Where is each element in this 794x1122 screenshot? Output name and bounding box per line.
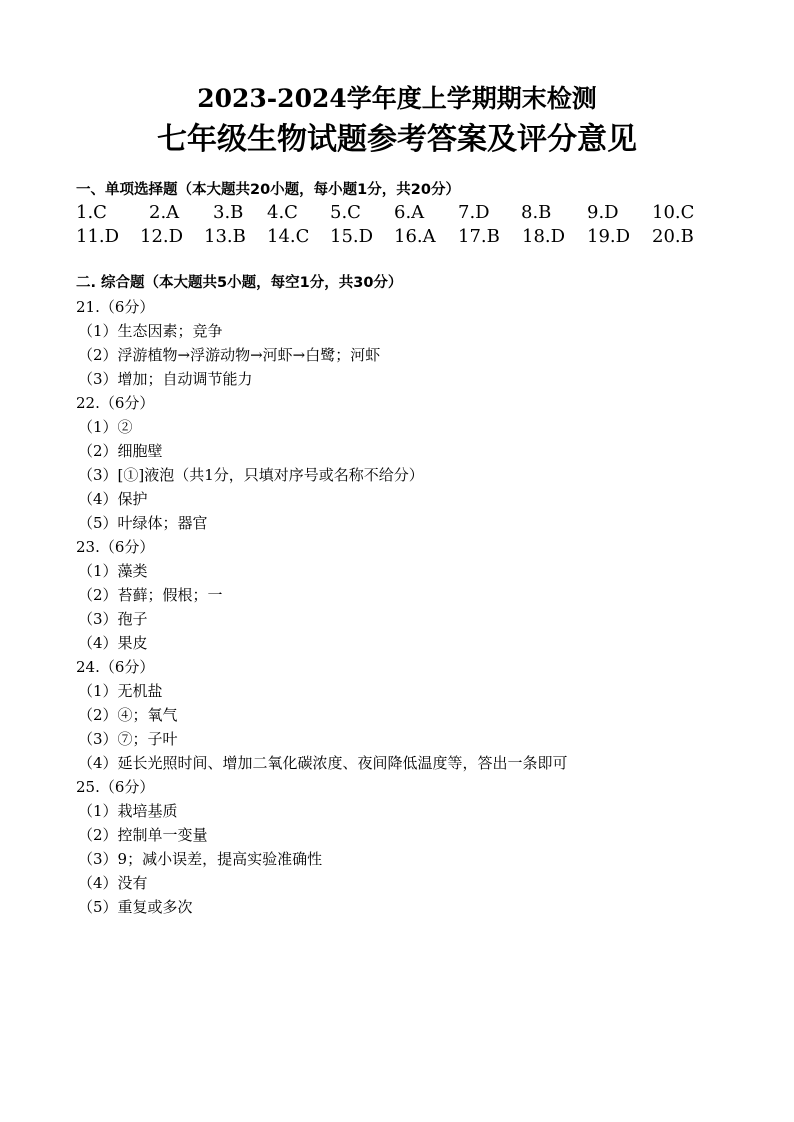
question-24 <box>76 655 716 775</box>
question-22 <box>76 391 716 535</box>
document-subtitle: 七年级生物试题参考答案及评分意见 <box>157 122 637 157</box>
document-title: 2023-2024学年度上学期期末检测 <box>197 84 597 113</box>
answer-row-1 <box>76 201 716 225</box>
question-label: 25.（6分） <box>76 778 155 796</box>
section-2-body <box>76 295 716 919</box>
answer-item: 13.B <box>204 226 246 247</box>
answer-item: 16.A <box>394 226 436 247</box>
answer-line: （1）无机盐 <box>78 682 163 700</box>
answer-line: （5）叶绿体；器官 <box>78 514 208 532</box>
answer-item: 4.C <box>267 202 298 223</box>
question-25 <box>76 775 716 919</box>
answer-line: （4）果皮 <box>78 634 148 652</box>
answer-item: 8.B <box>521 202 552 223</box>
answer-line: （4）没有 <box>78 874 148 892</box>
answer-item: 10.C <box>652 202 695 223</box>
question-label: 24.（6分） <box>76 658 155 676</box>
answer-line: （2）细胞壁 <box>78 442 163 460</box>
answer-item: 19.D <box>587 226 631 247</box>
answer-line: （4）保护 <box>78 490 148 508</box>
answer-line: （5）重复或多次 <box>78 898 193 916</box>
question-label: 23.（6分） <box>76 538 155 556</box>
answer-line: （1）② <box>78 418 133 436</box>
question-23 <box>76 535 716 655</box>
answer-line: （1）生态因素；竞争 <box>78 322 223 340</box>
answer-row-2 <box>76 225 716 249</box>
answer-item: 12.D <box>140 226 184 247</box>
answer-item: 20.B <box>652 226 694 247</box>
section-2-heading: 二. 综合题（本大题共5小题，每空1分，共30分） <box>76 275 403 291</box>
answer-item: 14.C <box>267 226 310 247</box>
answer-item: 1.C <box>76 202 107 223</box>
answer-item: 2.A <box>149 202 180 223</box>
question-21 <box>76 295 716 391</box>
answer-line: （3）增加；自动调节能力 <box>78 370 253 388</box>
answer-line: （3）9；减小误差，提高实验准确性 <box>78 850 323 868</box>
answer-item: 6.A <box>394 202 425 223</box>
answer-item: 9.D <box>587 202 619 223</box>
answer-line: （1）栽培基质 <box>78 802 178 820</box>
answer-line: （2）浮游植物→浮游动物→河虾→白鹭；河虾 <box>78 346 381 364</box>
answer-line: （3）孢子 <box>78 610 148 628</box>
answer-line: （2）苔藓；假根；一 <box>78 586 223 604</box>
answer-line: （2）④；氧气 <box>78 706 178 724</box>
section-1-heading: 一、单项选择题（本大题共20小题，每小题1分，共20分） <box>76 182 460 198</box>
question-label: 21.（6分） <box>76 298 155 316</box>
answer-line: （4）延长光照时间、增加二氧化碳浓度、夜间降低温度等，答出一条即可 <box>78 754 568 772</box>
answer-item: 11.D <box>76 226 120 247</box>
answer-line: （3）[①]液泡（共1分，只填对序号或名称不给分） <box>78 466 424 484</box>
answer-item: 17.B <box>458 226 500 247</box>
answer-line: （2）控制单一变量 <box>78 826 208 844</box>
answer-line: （3）⑦；子叶 <box>78 730 178 748</box>
answer-item: 3.B <box>213 202 244 223</box>
answer-item: 7.D <box>458 202 490 223</box>
answer-line: （1）藻类 <box>78 562 148 580</box>
question-label: 22.（6分） <box>76 394 155 412</box>
answer-item: 15.D <box>330 226 374 247</box>
answer-item: 18.D <box>522 226 566 247</box>
answer-item: 5.C <box>330 202 361 223</box>
